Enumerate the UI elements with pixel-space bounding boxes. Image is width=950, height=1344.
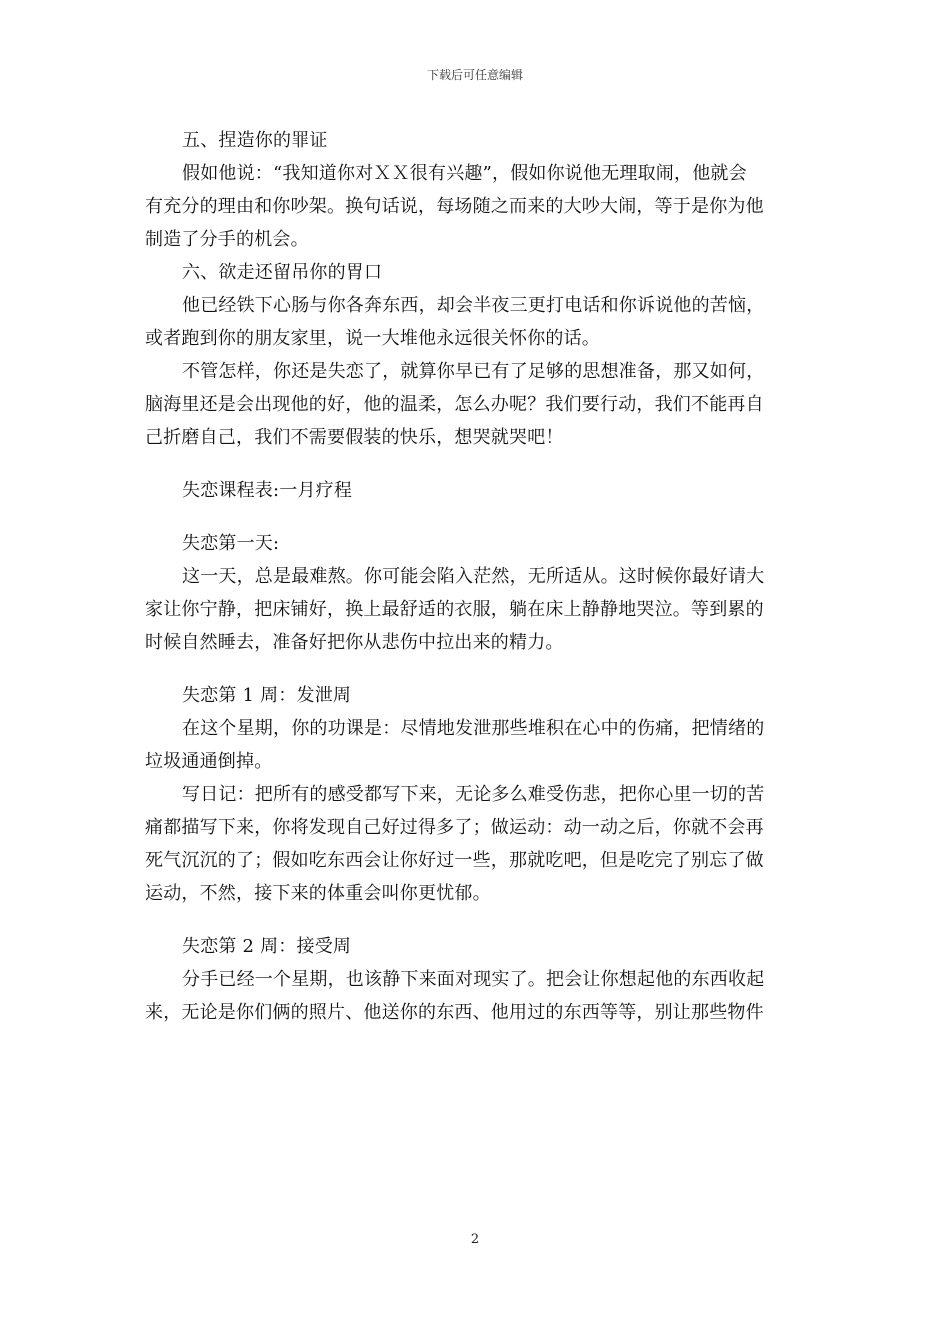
blank-gap <box>145 507 805 527</box>
blank-gap <box>145 910 805 930</box>
paragraph-line: 运动，不然，接下来的体重会叫你更忧郁。 <box>145 883 491 904</box>
paragraph-line: 写日记：把所有的感受都写下来，无论多么难受伤悲，把你心里一切的苦 <box>182 784 765 805</box>
day-one-heading: 失恋第一天: <box>182 533 280 554</box>
paragraph-line: 他已经铁下心肠与你各奔东西，却会半夜三更打电话和你诉说他的苦恼， <box>182 295 765 316</box>
week-one-heading: 失恋第 1 周：发泄周 <box>182 685 352 706</box>
section-heading-5: 五、捏造你的罪证 <box>182 130 328 151</box>
course-schedule-title: 失恋课程表:一月疗程 <box>182 480 353 501</box>
paragraph-line: 分手已经一个星期，也该静下来面对现实了。把会让你想起他的东西收起 <box>182 969 765 990</box>
paragraph-line: 己折磨自己，我们不需要假装的快乐，想哭就哭吧！ <box>145 427 564 448</box>
blank-gap <box>145 454 805 474</box>
paragraph-line: 时候自然睡去，准备好把你从悲伤中拉出来的精力。 <box>145 632 564 653</box>
paragraph-line: 垃圾通通倒掉。 <box>145 751 273 772</box>
paragraph-line: 脑海里还是会出现他的好，他的温柔，怎么办呢？我们要行动，我们不能再自 <box>145 394 764 415</box>
paragraph-line: 假如他说：“我知道你对ＸＸ很有兴趣”，假如你说他无理取闹，他就会 <box>182 163 747 184</box>
paragraph-line: 来，无论是你们俩的照片、他送你的东西、他用过的东西等等，别让那些物件 <box>145 1002 764 1023</box>
header-note: 下载后可任意编辑 <box>426 68 523 82</box>
paragraph-line: 不管怎样，你还是失恋了，就算你早已有了足够的思想准备，那又如何， <box>182 361 765 382</box>
paragraph-line: 或者跑到你的朋友家里，说一大堆他永远很关怀你的话。 <box>145 328 600 349</box>
section-heading-6: 六、欲走还留吊你的胃口 <box>182 262 383 283</box>
paragraph-line: 制造了分手的机会。 <box>145 229 309 250</box>
page-number: 2 <box>470 1232 480 1247</box>
paragraph-line: 在这个星期，你的功课是：尽情地发泄那些堆积在心中的伤痛，把情绪的 <box>182 718 765 739</box>
paragraph-line: 死气沉沉的了；假如吃东西会让你好过一些，那就吃吧，但是吃完了别忘了做 <box>145 850 764 871</box>
week-two-heading: 失恋第 2 周：接受周 <box>182 936 352 957</box>
paragraph-line: 家让你宁静，把床铺好，换上最舒适的衣服，躺在床上静静地哭泣。等到累的 <box>145 599 764 620</box>
paragraph-line: 有充分的理由和你吵架。换句话说，每场随之而来的大吵大闹，等于是你为他 <box>145 196 764 217</box>
blank-gap <box>145 659 805 679</box>
document-body <box>145 124 805 1029</box>
paragraph-line: 这一天，总是最难熬。你可能会陷入茫然，无所适从。这时候你最好请大 <box>182 566 765 587</box>
paragraph-line: 痛都描写下来，你将发现自己好过得多了；做运动：动一动之后，你就不会再 <box>145 817 764 838</box>
